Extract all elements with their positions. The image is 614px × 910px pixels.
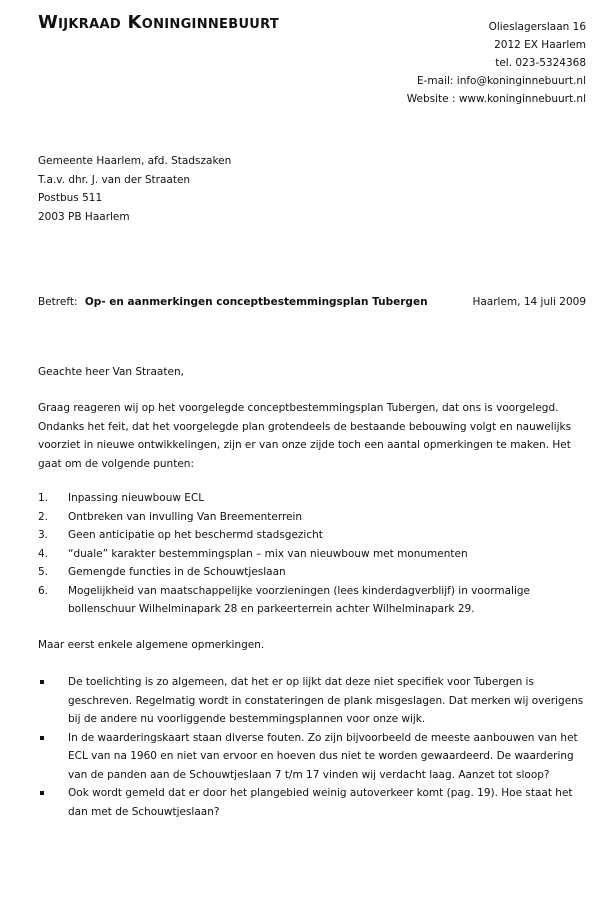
points-list xyxy=(38,489,594,619)
remark-line: van de panden aan de Schouwtjeslaan 7 t/m 17 vinden wij verdacht laag. Aanzet tot sloop? xyxy=(68,768,550,781)
remark-line: ECL van na 1960 en niet van ervoor en hoeven dus niet te worden gewaardeerd. De waardering xyxy=(68,750,574,762)
remark-line: geschreven. Regelmatig wordt in constateringen de plank misgeslagen. Dat merken wij overigens xyxy=(68,694,584,707)
intro-line: voorziet in nieuwe ontwikkelingen, zijn er van onze zijde toch een aantal opmerkingen te maken. Het xyxy=(38,439,571,451)
point-text: Inpassing nieuwbouw ECL xyxy=(68,492,205,504)
subject-text: Op- en aanmerkingen conceptbestemmingsplan Tubergen xyxy=(84,296,428,308)
remark-item xyxy=(38,673,594,729)
point-number: 3. xyxy=(38,529,49,541)
organization-name: Wijkraad Koninginnebuurt xyxy=(38,12,280,33)
point-item xyxy=(38,526,594,545)
letter-date: Haarlem, 14 juli 2009 xyxy=(472,296,586,308)
bullet-icon xyxy=(40,791,44,795)
remark-line: In de waarderingskaart staan diverse fouten. Zo zijn bijvoorbeeld de meeste aanbouwen van het xyxy=(68,731,578,744)
bullet-icon xyxy=(40,680,44,684)
remark-line: dan met de Schouwtjeslaan? xyxy=(68,805,220,818)
point-text: bollenschuur Wilhelminapark 28 en parkeerterrein achter Wilhelminapark 29. xyxy=(68,603,475,615)
recipient-line: 2003 PB Haarlem xyxy=(38,210,130,223)
bullet-icon xyxy=(40,736,44,740)
sender-street: Olieslagerslaan 16 xyxy=(488,21,586,33)
intro-line: gaat om de volgende punten: xyxy=(38,457,194,470)
point-text: Ontbreken van invulling Van Breementerrein xyxy=(68,510,303,523)
remark-line: De toelichting is zo algemeen, dat het er op lijkt dat deze niet specifiek voor Tubergen is xyxy=(68,676,534,688)
point-number: 2. xyxy=(38,510,49,523)
recipient-line: Postbus 511 xyxy=(38,192,103,204)
recipient-line: T.a.v. dhr. J. van der Straaten xyxy=(38,173,191,186)
remark-line: bij de andere nu voorliggende bestemmingsplannen voor onze wijk. xyxy=(68,713,426,725)
remark-item xyxy=(38,784,594,821)
sender-address xyxy=(407,18,586,108)
subject-label: Betreft: xyxy=(38,296,78,308)
point-item xyxy=(38,545,594,564)
intro-paragraph xyxy=(38,399,594,473)
point-number: 6. xyxy=(38,584,49,597)
sender-email: E-mail: info@koninginnebuurt.nl xyxy=(416,75,586,87)
point-item xyxy=(38,489,594,508)
point-text: Geen anticipatie op het beschermd stadsgezicht xyxy=(68,529,323,541)
sender-phone: tel. 023-5324368 xyxy=(495,57,586,69)
point-text: “duale” karakter bestemmingsplan – mix van nieuwbouw met monumenten xyxy=(68,547,468,560)
intro-line: Ondanks het feit, dat het voorgelegde plan grotendeels de bestaande bebouwing volgt en nauwelijks xyxy=(38,420,572,433)
point-text: Gemengde functies in de Schouwtjeslaan xyxy=(68,566,286,578)
point-number: 5. xyxy=(38,566,49,578)
general-remarks-intro: Maar eerst enkele algemene opmerkingen. xyxy=(38,639,265,651)
sender-website: Website : www.koninginnebuurt.nl xyxy=(406,93,586,105)
salutation: Geachte heer Van Straaten, xyxy=(38,366,184,378)
point-item xyxy=(38,563,594,582)
intro-line: Graag reageren wij op het voorgelegde conceptbestemmingsplan Tubergen, dat ons is voorgelegd. xyxy=(38,402,559,414)
subject-row xyxy=(38,296,586,308)
point-text: Mogelijkheid van maatschappelijke voorzieningen (lees kinderdagverblijf) in voormalige xyxy=(68,584,530,597)
recipient-address xyxy=(38,152,231,226)
point-item xyxy=(38,508,594,527)
point-item xyxy=(38,582,594,619)
remarks-list xyxy=(38,673,594,821)
recipient-line: Gemeente Haarlem, afd. Stadszaken xyxy=(38,155,232,167)
remark-line: Ook wordt gemeld dat er door het plangebied weinig autoverkeer komt (pag. 19). Hoe staat het xyxy=(68,787,573,799)
sender-postcode-city: 2012 EX Haarlem xyxy=(494,39,586,51)
point-number: 4. xyxy=(38,547,49,560)
point-number: 1. xyxy=(38,492,49,504)
remark-item xyxy=(38,729,594,785)
